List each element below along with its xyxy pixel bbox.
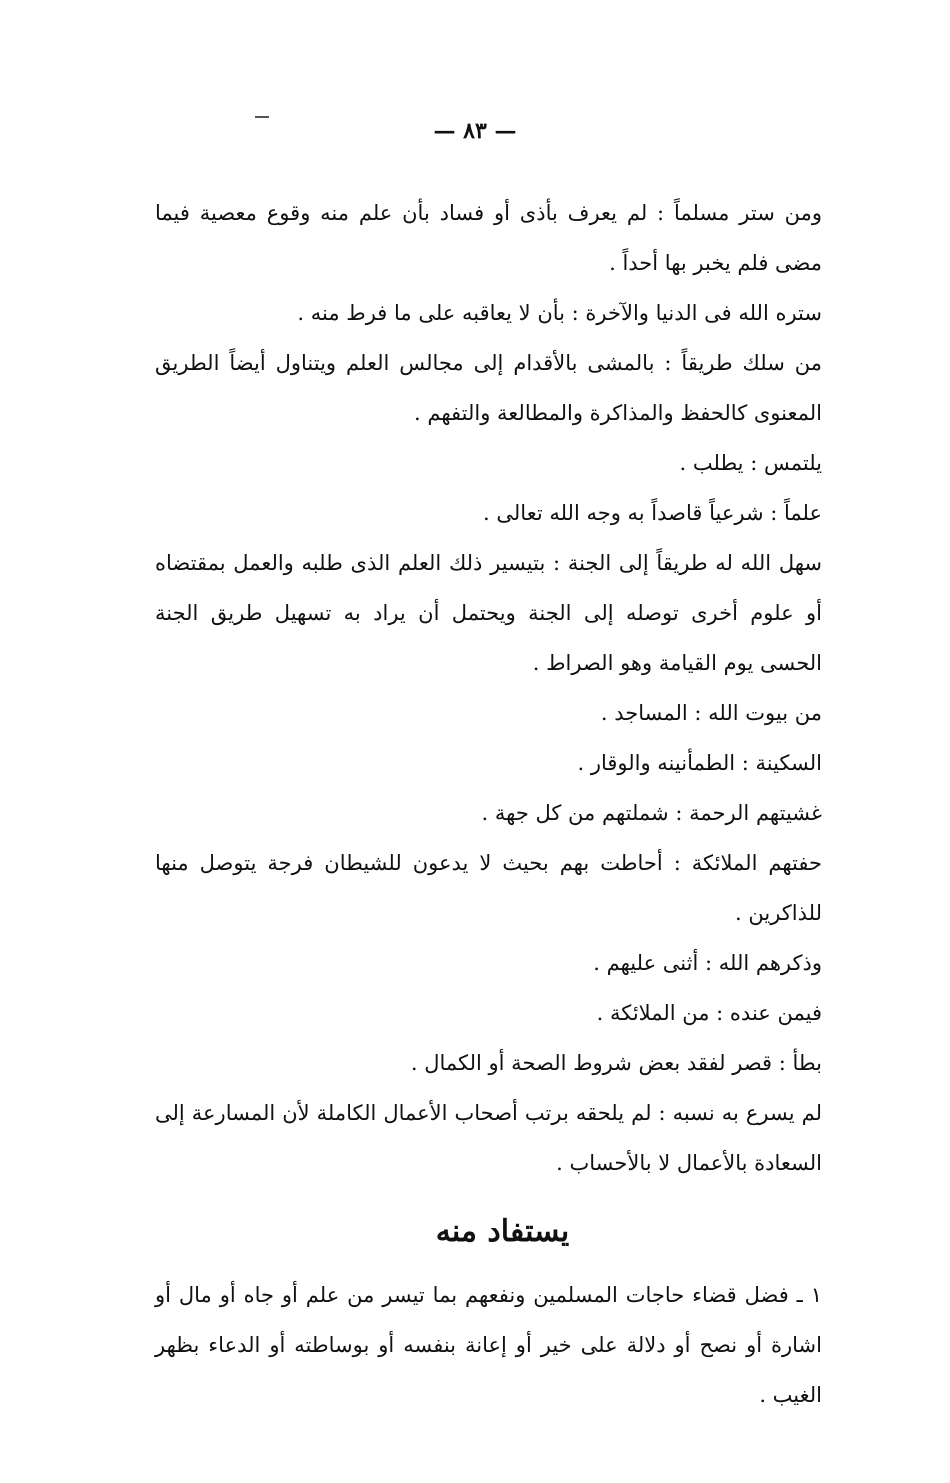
glossary-entry: ومن ستر مسلماً : لم يعرف بأذى أو فساد بأن علم منه وقوع معصية فيما مضى فلم يخبر بها أحداً .	[155, 201, 822, 275]
glossary-entry: من بيوت الله : المساجد .	[600, 701, 822, 725]
body-text	[155, 188, 850, 1420]
glossary-entry: ستره الله فى الدنيا والآخرة : بأن لا يعاقبه على ما فرط منه .	[297, 301, 822, 325]
section-heading: يستفاد منه	[435, 1214, 570, 1249]
glossary-entry: يلتمس : يطلب .	[679, 451, 822, 475]
page-number: — ٨٣ —	[433, 118, 517, 144]
glossary-entry: السكينة : الطمأنينه والوقار .	[577, 751, 822, 775]
glossary-entry: غشيتهم الرحمة : شملتهم من كل جهة .	[481, 801, 822, 825]
glossary-entry: بطأ : قصر لفقد بعض شروط الصحة أو الكمال .	[410, 1051, 822, 1075]
glossary-entry: من سلك طريقاً : بالمشى بالأقدام إلى مجالس العلم ويتناول أيضاً الطريق المعنوى كالحفظ والمذاكرة والمطالعة والتفهم .	[155, 351, 822, 425]
section-items	[155, 1270, 850, 1420]
glossary-entry: لم يسرع به نسبه : لم يلحقه برتب أصحاب الأعمال الكاملة لأن المسارعة إلى السعادة بالأعمال لا بالأحساب .	[155, 1101, 822, 1175]
glossary-entry: وذكرهم الله : أثنى عليهم .	[593, 951, 822, 975]
glossary-entry: علماً : شرعياً قاصداً به وجه الله تعالى .	[483, 501, 822, 525]
section-item: ١ ـ فضل قضاء حاجات المسلمين ونفعهم بما تيسر من علم أو جاه أو مال أو اشارة أو نصح أو دلالة على خير أو إعانة بنفسه أو بوساطته أو الدعاء بظهر الغيب .	[155, 1283, 822, 1407]
glossary-entry: سهل الله له طريقاً إلى الجنة : بتيسير ذلك العلم الذى طلبه والعمل بمقتضاه أو علوم أخرى توصله إلى الجنة ويحتمل أن يراد به تسهيل طريق الجنة الحسى يوم القيامة وهو الصراط .	[155, 551, 822, 675]
glossary-entry: حفتهم الملائكة : أحاطت بهم بحيث لا يدعون للشيطان فرجة يتوصل منها للذاكرين .	[155, 851, 822, 925]
glossary-entry: فيمن عنده : من الملائكة .	[596, 1001, 822, 1025]
